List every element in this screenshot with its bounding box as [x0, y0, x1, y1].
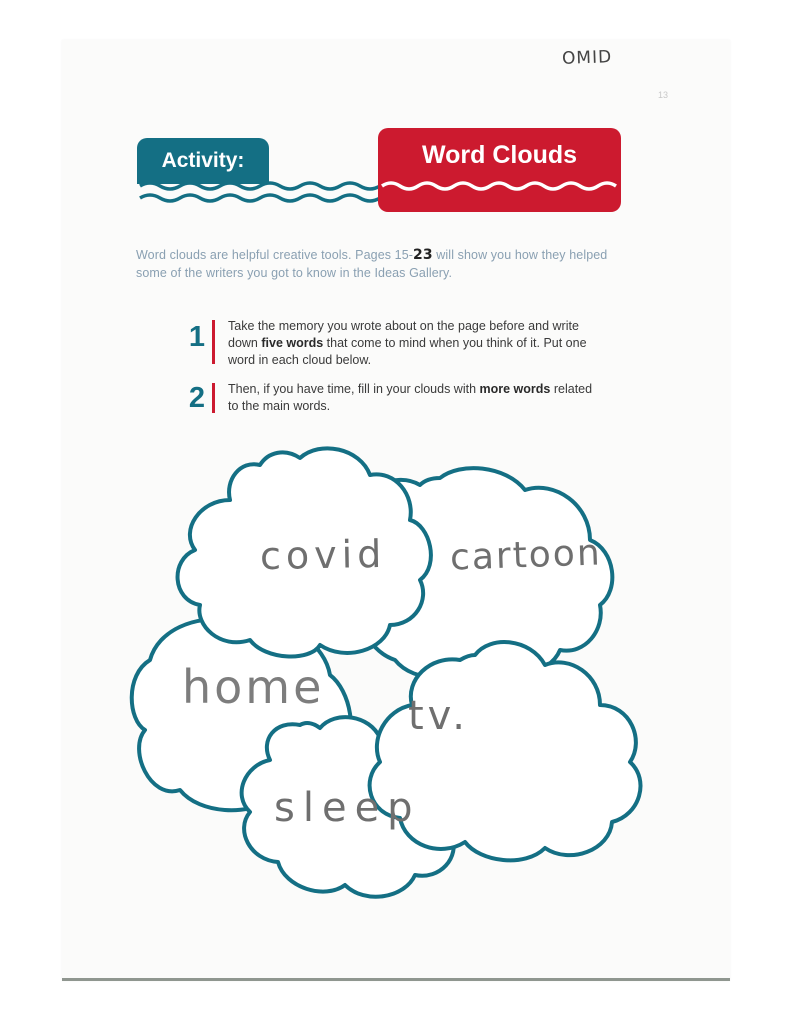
intro-text-before: Word clouds are helpful creative tools. Pages 15- [136, 248, 414, 262]
cloud-word-tv: tv. [408, 693, 469, 739]
activity-label: Activity: [161, 149, 245, 172]
step-2-bold-text: more words [479, 382, 551, 396]
step-1-text-part: Take the memory you wrote about on the page before and write down [228, 319, 579, 350]
cloud-word-covid: covid [259, 531, 387, 579]
step-2-number: 2 [188, 382, 206, 414]
cloud-word-sleep: sleep [274, 785, 421, 831]
step-1-bold-text: five words [261, 336, 324, 350]
student-name: OMID [561, 47, 613, 69]
step-2-text-part: related to the main words. [228, 382, 593, 413]
cloud-word-home: home [182, 660, 325, 714]
step-1-text-part: that come to mind when you think of it. Put one word in each cloud below. [228, 336, 587, 367]
page-number: 13 [658, 90, 669, 100]
handwritten-page-number: 23 [413, 247, 433, 263]
step-1-number: 1 [188, 321, 206, 353]
page-title: Word Clouds [421, 141, 578, 169]
step-2-text-part: Then, if you have time, fill in your clouds with [228, 382, 480, 396]
intro-text-after: will show you how they helped some of the writers you got to know in the Ideas Gallery. [136, 248, 608, 280]
cloud-word-cartoon: cartoon [449, 532, 603, 579]
